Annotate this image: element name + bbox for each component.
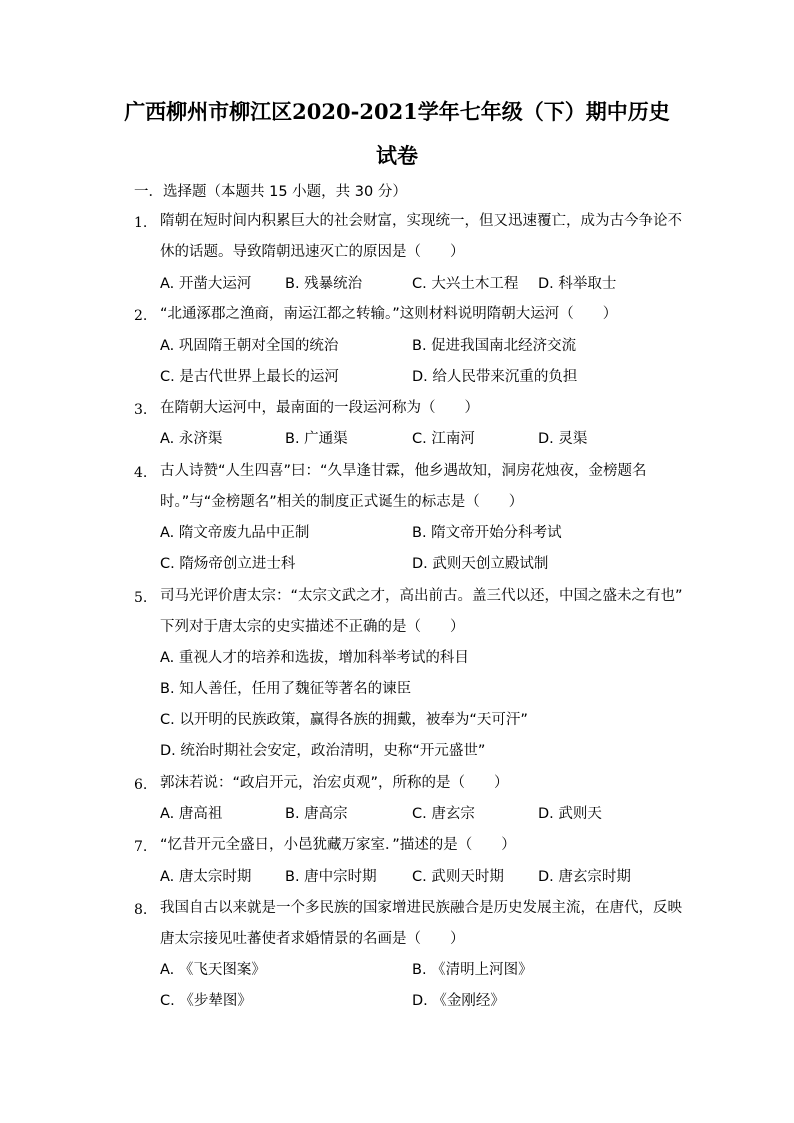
option-b: B. 知人善任，任用了魏征等著名的谏臣 bbox=[160, 681, 412, 697]
option-d: D. 《金刚经》 bbox=[412, 993, 505, 1009]
option-a: A. 唐高祖 bbox=[160, 806, 223, 822]
option-c: C. 大兴土木工程 bbox=[412, 276, 519, 292]
question-number: 8. bbox=[134, 902, 148, 918]
option-b: B. 残暴统治 bbox=[285, 276, 363, 292]
option-b: B. 广通渠 bbox=[285, 431, 348, 447]
option-c: C. 江南河 bbox=[412, 431, 475, 447]
question-number: 7. bbox=[134, 839, 148, 855]
question-number: 3. bbox=[134, 402, 148, 418]
option-c: C. 武则天时期 bbox=[412, 869, 504, 885]
question-text: 在隋朝大运河中，最南面的一段运河称为（ ） bbox=[160, 400, 479, 416]
question-text: “忆昔开元全盛日，小邑犹藏万家室．”描述的是（ ） bbox=[160, 837, 516, 853]
question-text: 唐太宗接见吐蕃使者求婚情景的名画是（ ） bbox=[160, 931, 465, 947]
option-c: C. 以开明的民族政策，赢得各族的拥戴，被奉为“天可汗” bbox=[160, 712, 528, 728]
question-text: 时。”与“金榜题名”相关的制度正式诞生的标志是（ ） bbox=[160, 494, 524, 510]
option-a: A. 巩固隋王朝对全国的统治 bbox=[160, 338, 339, 354]
option-d: D. 给人民带来沉重的负担 bbox=[412, 369, 578, 385]
question-text: 隋朝在短时间内积累巨大的社会财富，实现统一，但又迅速覆亡，成为古今争论不 bbox=[160, 213, 682, 229]
question-number: 1. bbox=[134, 215, 148, 231]
option-d: D. 统治时期社会安定，政治清明，史称“开元盛世” bbox=[160, 743, 486, 759]
option-b: B. 隋文帝开始分科考试 bbox=[412, 525, 562, 541]
exam-title-line2: 试卷 bbox=[376, 143, 418, 168]
exam-title-line1: 广西柳州市柳江区2020-2021学年七年级（下）期中历史 bbox=[124, 99, 670, 124]
option-c: C. 隋炀帝创立进士科 bbox=[160, 556, 296, 572]
question-text: 休的话题。导致隋朝迅速灭亡的原因是（ ） bbox=[160, 244, 465, 260]
option-c: C. 《步辇图》 bbox=[160, 993, 252, 1009]
question-text: 下列对于唐太宗的史实描述不正确的是（ ） bbox=[160, 619, 465, 635]
option-d: D. 灵渠 bbox=[538, 431, 588, 447]
option-a: A. 永济渠 bbox=[160, 431, 223, 447]
option-c: C. 是古代世界上最长的运河 bbox=[160, 369, 339, 385]
option-b: B. 促进我国南北经济交流 bbox=[412, 338, 577, 354]
question-number: 6. bbox=[134, 777, 148, 793]
option-a: A. 《飞天图案》 bbox=[160, 962, 266, 978]
question-text: 古人诗赞“人生四喜”曰：“久旱逢甘霖，他乡遇故知，洞房花烛夜，金榜题名 bbox=[160, 463, 647, 479]
option-d: D. 武则天创立殿试制 bbox=[412, 556, 549, 572]
option-b: B. 《清明上河图》 bbox=[412, 962, 533, 978]
question-number: 5. bbox=[134, 590, 148, 606]
question-number: 2. bbox=[134, 308, 148, 324]
option-b: B. 唐高宗 bbox=[285, 806, 348, 822]
option-b: B. 唐中宗时期 bbox=[285, 869, 377, 885]
option-a: A. 唐太宗时期 bbox=[160, 869, 252, 885]
question-number: 4. bbox=[134, 465, 148, 481]
option-c: C. 唐玄宗 bbox=[412, 806, 475, 822]
question-text: 司马光评价唐太宗：“太宗文武之才，高出前古。盖三代以还，中国之盛未之有也” bbox=[160, 588, 683, 604]
section-heading: 一．选择题（本题共 15 小题，共 30 分） bbox=[134, 184, 407, 200]
question-text: 我国自古以来就是一个多民族的国家增进民族融合是历史发展主流，在唐代，反映 bbox=[160, 900, 682, 916]
option-d: D. 武则天 bbox=[538, 806, 602, 822]
question-text: “北通涿郡之渔商，南运江都之转输。”这则材料说明隋朝大运河（ ） bbox=[160, 306, 618, 322]
option-a: A. 重视人才的培养和选拔，增加科举考试的科目 bbox=[160, 650, 469, 666]
question-text: 郭沫若说：“政启开元，治宏贞观”，所称的是（ ） bbox=[160, 775, 509, 791]
option-a: A. 开凿大运河 bbox=[160, 276, 252, 292]
option-d: D. 唐玄宗时期 bbox=[538, 869, 631, 885]
option-a: A. 隋文帝废九品中正制 bbox=[160, 525, 310, 541]
option-d: D. 科举取士 bbox=[538, 276, 617, 292]
